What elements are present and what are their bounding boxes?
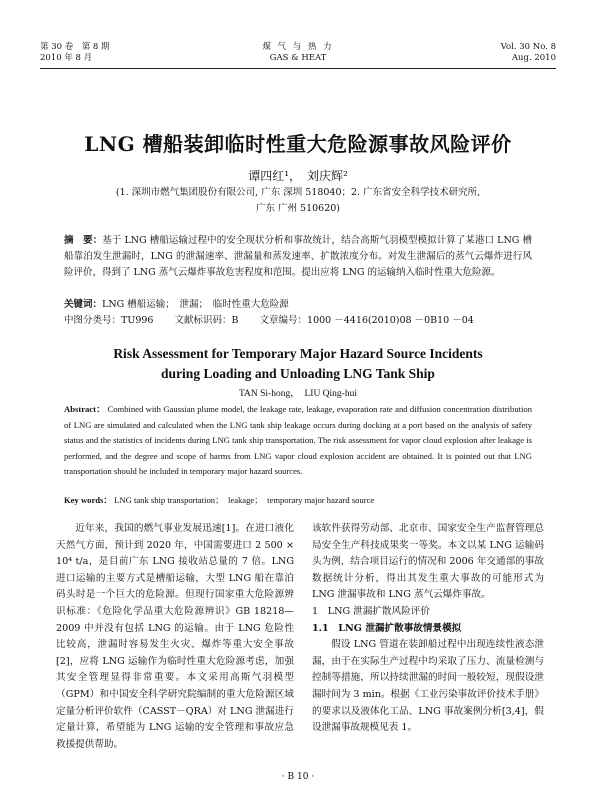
keywords-zh-text: LNG 槽船运输； 泄漏； 临时性重大危险源 <box>102 299 289 310</box>
abstract-zh <box>64 233 532 282</box>
affiliation-line-2: 广东 广州 510620) <box>255 203 340 214</box>
article-title-zh: LNG 槽船装卸临时性重大危险源事故风险评价 <box>84 132 512 156</box>
page-number: · B 10 · <box>281 772 315 782</box>
keywords-en <box>64 493 532 509</box>
article-number: 文章编号：1000 －4416(2010)08 －0B10 －04 <box>259 315 474 326</box>
abstract-en <box>64 402 532 480</box>
journal-name-zh: 煤 气 与 热 力 <box>262 42 334 52</box>
abstract-zh-label: 摘 要： <box>64 235 103 246</box>
date-zh: 2010 年 8 月 <box>40 53 93 63</box>
keywords-en-text: LNG tank ship transportation； leakage； temporary major hazard source <box>114 495 375 505</box>
title-en-line-2: during Loading and Unloading LNG Tank Ship <box>161 366 435 381</box>
authors-en: TAN Si-hong， LIU Qing-hui <box>239 389 357 399</box>
body-column-left <box>56 521 294 753</box>
body-paragraph: 近年来，我国的燃气事业发展迅速[1]。在进口液化天然气方面，预计到 2020 年，中国需要进口 2 500 × 10⁴ t/a，是目前广东 LNG 接收站总量的 7 倍。LNG 进口运输的主要方式是槽船运输，大型 LNG 船在靠泊码头时是一个巨大的危险源。但现行国家重大危险源辨识标准：《危险化学品重大危险源辨识》GB 18218—2009 中并没有包括 LNG 的运输。由于 LNG 危险性比较高，泄漏时容易发生火灾、爆炸等重大安全事故[2]，应将 LNG 运输作为临时性重大危险源考虑，加强其安全管理显得非常重要。本文采用高斯气羽模型（GPM）和中国安全科学研究院编制的重大危险源区域定量分析评价软件（CASST－QRA）对 LNG 泄漏进行定量计算，希望能为 LNG 运输的安全管理和事故应急救援提供帮助。 <box>56 523 294 750</box>
volume-issue-zh: 第 30 卷 第 8 期 <box>40 42 110 52</box>
document-code: 文献标识码：B <box>174 315 239 326</box>
running-header-right <box>501 42 556 64</box>
title-en-line-1: Risk Assessment for Temporary Major Hazard Source Incidents <box>113 346 483 361</box>
subsection-heading: 1.1 LNG 泄漏扩散事故情景模拟 <box>312 622 462 634</box>
affiliation-line-1: (1. 深圳市燃气集团股份有限公司, 广东 深圳 518040；2. 广东省安全科学技术研究所, <box>115 187 481 198</box>
body-paragraph: 该软件获得劳动部、北京市、国家安全生产监督管理总局安全生产科技成果奖一等奖。本文以某 LNG 运输码头为例，结合项目运行的情况和 2006 年交通部的事故数据统计分析，得出其发生重大事故的可能形式为 LNG 泄漏事故和 LNG 蒸气云爆炸事故。 <box>312 523 544 601</box>
volume-issue-en: Vol. 30 No. 8 <box>500 42 556 52</box>
body-column-right <box>312 521 544 737</box>
date-en: Aug. 2010 <box>511 53 556 63</box>
classification-row <box>64 313 532 329</box>
header-rule <box>40 68 556 69</box>
body-paragraph: 假设 LNG 管道在装卸船过程中出现连续性液态泄漏，由于在实际生产过程中均采取了压力、流量检测与控制等措施，所以持续泄漏的时间一般较短，现假设泄漏时间为 3 min。根据《工业污染事故评价技术手册》的要求以及液体化工品、LNG 事故案例分析[3,4]，假设泄漏事故规模见表 1。 <box>312 639 545 734</box>
article-title-en <box>0 344 596 384</box>
abstract-zh-text: 基于 LNG 槽船运输过程中的安全现状分析和事故统计，结合高斯气羽模型模拟计算了某港口 LNG 槽船靠泊发生泄漏时，LNG 的泄漏速率、泄漏量和蒸发速率、扩散浓度分布。对发生泄漏后的蒸气云爆炸进行风险评价，得到了 LNG 蒸气云爆炸事故危害程度和范围。提出应将 LNG 的运输纳入临时性重大危险源。 <box>64 235 532 279</box>
keywords-zh <box>64 297 532 313</box>
section-heading: 1 LNG 泄漏扩散风险评价 <box>312 605 430 617</box>
affiliations <box>60 185 536 217</box>
class-number: 中图分类号：TU996 <box>64 315 154 326</box>
journal-name-en: GAS & HEAT <box>269 53 327 63</box>
keywords-en-label: Key words： <box>64 495 112 505</box>
keywords-zh-label: 关键词： <box>64 299 103 310</box>
abstract-en-label: Abstract： <box>64 404 106 414</box>
authors-zh: 谭四红¹， 刘庆辉² <box>248 169 348 183</box>
abstract-en-text: Combined with Gaussian plume model, the leakage rate, leakage, evaporation rate and diffusion concentration distribution of LNG are simulated and calculated when the LNG tank ship leakage occurs during docking at a port based on the analysis of safety status and the statistics of incidents during LNG tank ship transportation. The risk assessment for vapor cloud explosion after leakage is performed, and the degree and scope of harms from LNG vapor cloud explosion accident are obtained. It is pointed out that LNG transportation should be included in temporary major hazard sources. <box>64 404 532 477</box>
